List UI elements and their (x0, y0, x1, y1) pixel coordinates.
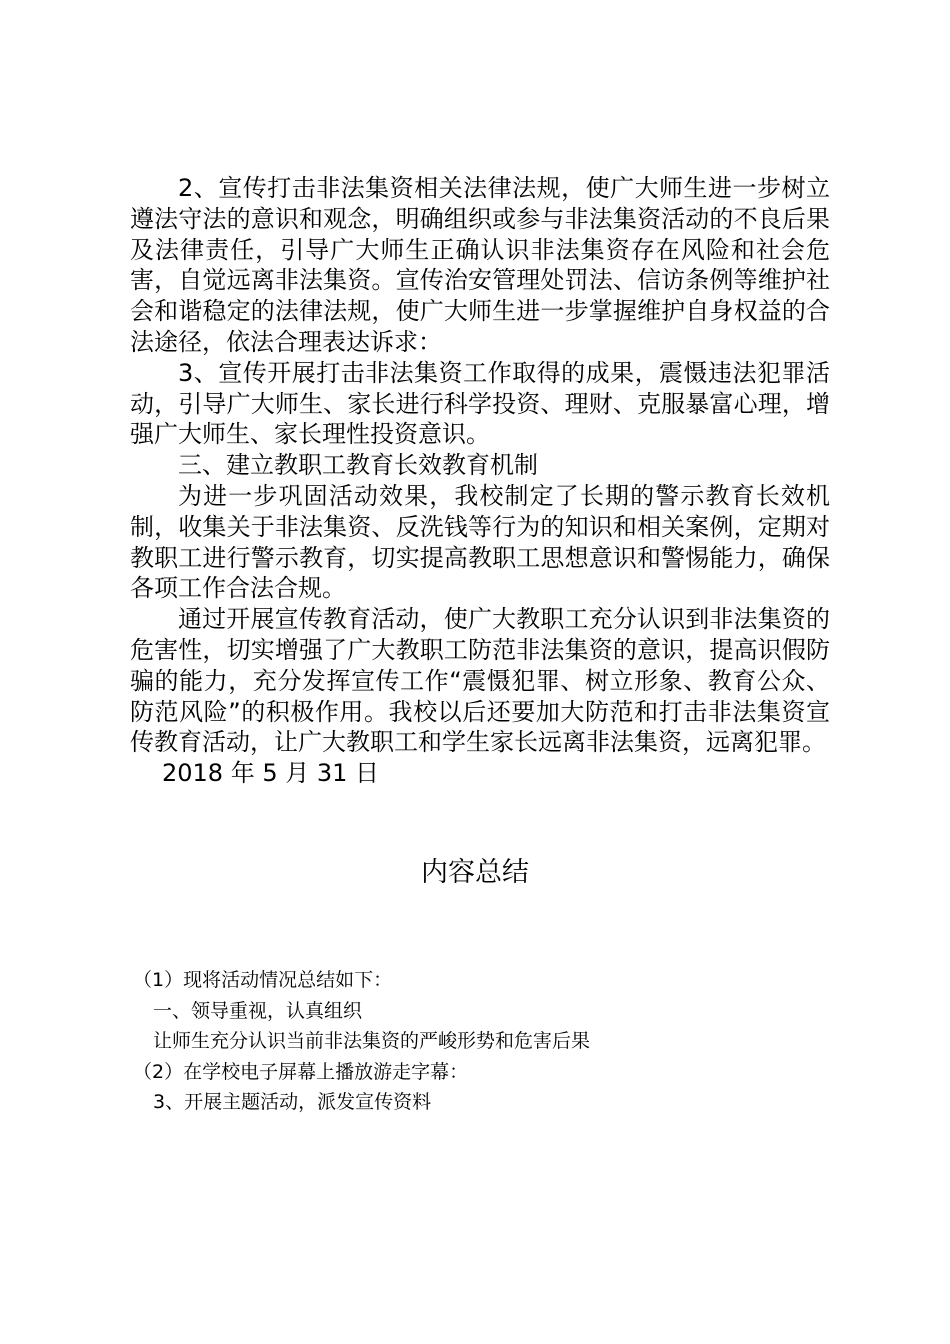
document-body (130, 173, 830, 789)
document-date: 2018 年 5 月 31 日 (162, 759, 380, 788)
summary-item: 3、开展主题活动，派发宣传资料 (153, 1091, 432, 1113)
summary-title: 内容总结 (421, 857, 529, 888)
paragraph: 3、宣传开展打击非法集资工作取得的成果，震慑违法犯罪活动，引导广大师生、家长进行科学投资、理财、克服暴富心理，增强广大师生、家长理性投资意识。 (130, 358, 830, 449)
summary-item: 一、领导重视，认真组织 (153, 999, 363, 1022)
paragraph: 2、宣传打击非法集资相关法律法规，使广大师生进一步树立遵法守法的意识和观念，明确组织或参与非法集资活动的不良后果及法律责任，引导广大师生正确认识非法集资存在风险和社会危害，自觉远离非法集资。宣传治安管理处罚法、信访条例等维护社会和谐稳定的法律法规，使广大师生进一步掌握维护自身权益的合法途径，依法合理表达诉求： (130, 174, 830, 356)
summary-list (133, 965, 833, 1118)
summary-item: 让师生充分认识当前非法集资的严峻形势和危害后果 (153, 1030, 591, 1052)
summary-item: （1）现将活动情况总结如下： (133, 969, 393, 991)
section-heading: 三、建立教职工教育长效教育机制 (178, 451, 538, 480)
summary-item: （2）在学校电子屏幕上播放游走字幕： (133, 1060, 469, 1083)
paragraph: 为进一步巩固活动效果，我校制定了长期的警示教育长效机制，收集关于非法集资、反洗钱等行为的知识和相关案例，定期对教职工进行警示教育，切实提高教职工思想意识和警惕能力，确保各项工作合法合规。 (130, 481, 830, 603)
paragraph: 通过开展宣传教育活动，使广大教职工充分认识到非法集资的危害性，切实增强了广大教职工防范非法集资的意识，提高识假防骗的能力，充分发挥宣传工作“震慑犯罪、树立形象、教育公众、防范风险”的积极作用。我校以后还要加大防范和打击非法集资宣传教育活动，让广大教职工和学生家长远离非法集资，远离犯罪。 (130, 605, 830, 757)
